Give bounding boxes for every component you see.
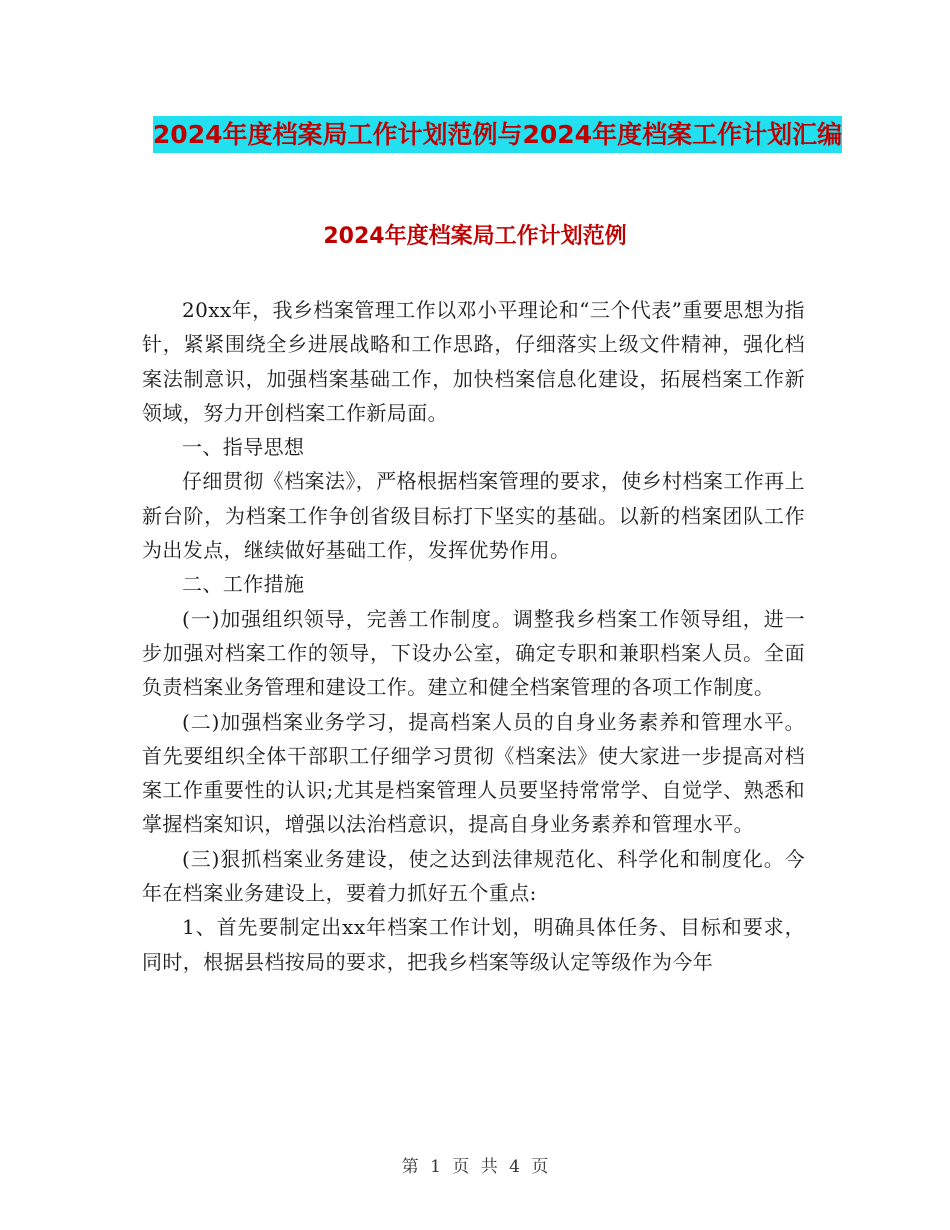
paragraph-item-1: 1、首先要制定出xx年档案工作计划，明确具体任务、目标和要求，同时，根据县档按局的要求，把我乡档案等级认定等级作为今年 [142,915,805,974]
section-title: 2024年度档案局工作计划范例 [323,224,627,249]
footer-total-pages: 4 [509,1157,520,1177]
footer-label-page-unit: 页 [452,1157,470,1177]
footer-label-page: 第 [401,1157,419,1177]
footer-label-total-unit: 页 [531,1157,549,1177]
heading-work-measures: 二、工作措施 [182,572,305,597]
paragraph-intro: 20xx年，我乡档案管理工作以邓小平理论和“三个代表”重要思想为指针，紧紧围绕全乡进展战略和工作思路，仔细落实上级文件精神，强化档案法制意识，加强档案基础工作，加快档案信息化建设，拓展档案工作新领域，努力开创档案工作新局面。 [142,298,805,425]
page-footer [0,1152,950,1177]
document-title [140,110,855,160]
footer-current-page: 1 [430,1157,441,1177]
paragraph-guiding-ideology: 仔细贯彻《档案法》，严格根据档案管理的要求，使乡村档案工作再上新台阶，为档案工作争创省级目标打下坚实的基础。以新的档案团队工作为出发点，继续做好基础工作，发挥优势作用。 [142,469,805,563]
paragraph-measure-3: (三)狠抓档案业务建设，使之达到法律规范化、科学化和制度化。今年在档案业务建设上，要着力抓好五个重点: [142,846,805,906]
document-body [142,293,805,979]
heading-guiding-ideology: 一、指导思想 [182,435,305,460]
paragraph-measure-1: (一)加强组织领导，完善工作制度。调整我乡档案工作领导组，进一步加强对档案工作的领导，下设办公室，确定专职和兼职档案人员。全面负责档案业务管理和建设工作。建立和健全档案管理的各项工作制度。 [142,606,805,700]
document-title-text: 2024年度档案局工作计划范例与2024年度档案工作计划汇编 [153,116,842,153]
paragraph-measure-2: (二)加强档案业务学习，提高档案人员的自身业务素养和管理水平。首先要组织全体干部职工仔细学习贯彻《档案法》使大家进一步提高对档案工作重要性的认识;尤其是档案管理人员要坚持常常学、自觉学、熟悉和掌握档案知识，增强以法治档意识，提高自身业务素养和管理水平。 [142,709,805,837]
footer-label-total: 共 [480,1157,498,1177]
